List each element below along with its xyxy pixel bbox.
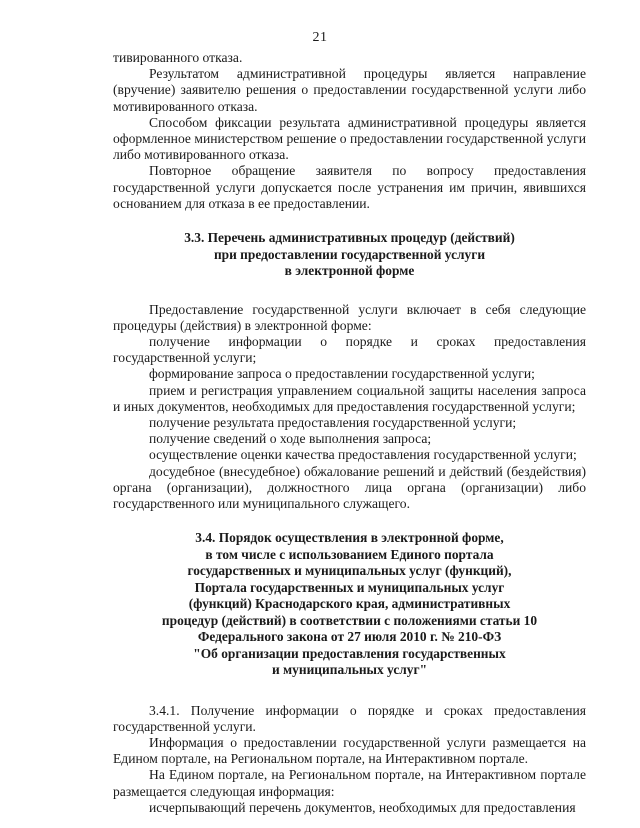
heading-line: 3.4. Порядок осуществления в электронной форме, [195,530,504,546]
list-item: получение сведений о ходе выполнения запроса; [149,431,432,447]
list-item: получение информации о порядке и сроках предоставления государственной услуги; [113,333,586,366]
list-item: формирование запроса о предоставлении государственной услуги; [149,366,535,382]
section-heading-3-3 [113,230,586,280]
paragraph-continuation: тивированного отказа. [113,50,243,65]
heading-line: процедур (действий) в соответствии с положениями статьи 10 [161,612,538,628]
paragraph: 3.4.1. Получение информации о порядке и сроках предоставления государственной услуги. [113,702,586,734]
heading-line: (функций) Краснодарского края, административных [188,596,511,612]
document-body [113,50,586,816]
paragraph: Информация о предоставлении государственной услуги размещается на Едином портале, на Региональном портале, на Интерактивном портале. [113,735,586,767]
heading-line: Портала государственных и муниципальных услуг [194,579,505,595]
heading-line: в том числе с использованием Единого портала [205,546,494,562]
heading-line: в электронной форме [284,263,415,279]
heading-line: государственных и муниципальных услуг (функций), [187,563,512,579]
paragraph: Предоставление государственной услуги включает в себя следующие процедуры (действия) в электронной форме: [113,301,586,333]
list-item: досудебное (внесудебное) обжалование решений и действий (бездействия) органа (организации), должностного лица органа (организации) либо государственного или муниципального служащего. [113,463,586,511]
list-item: прием и регистрация управлением социальной защиты населения запроса и иных документов, необходимых для предоставления государственной услуги; [113,382,586,414]
page-number: 21 [312,30,328,45]
list-item: получение результата предоставления государственной услуги; [149,414,517,430]
heading-line: "Об организации предоставления государственных [193,645,506,661]
heading-line: и муниципальных услуг" [271,662,428,678]
section-heading-3-4 [113,530,586,679]
heading-line: 3.3. Перечень административных процедур (действий) [184,230,515,246]
paragraph: На Едином портале, на Региональном портале, на Интерактивном портале размещается следующая информация: [113,767,586,799]
paragraph: Способом фиксации результата административной процедуры является оформленное министерством решение о предоставлении государственной услуги либо мотивированного отказа. [113,114,586,163]
heading-line: Федерального закона от 27 июля 2010 г. № 210-ФЗ [197,629,502,645]
heading-line: при предоставлении государственной услуги [213,246,486,262]
list-item: исчерпывающий перечень документов, необходимых для предоставления [149,799,576,815]
paragraph: Повторное обращение заявителя по вопросу предоставления государственной услуги допускается после устранения им причин, явившихся основанием для отказа в ее предоставлении. [113,163,586,211]
list-item: осуществление оценки качества предоставления государственной услуги; [149,447,577,463]
paragraph: Результатом административной процедуры является направление (вручение) заявителю решения о предоставлении государственной услуги либо мотивированного отказа. [113,66,586,114]
